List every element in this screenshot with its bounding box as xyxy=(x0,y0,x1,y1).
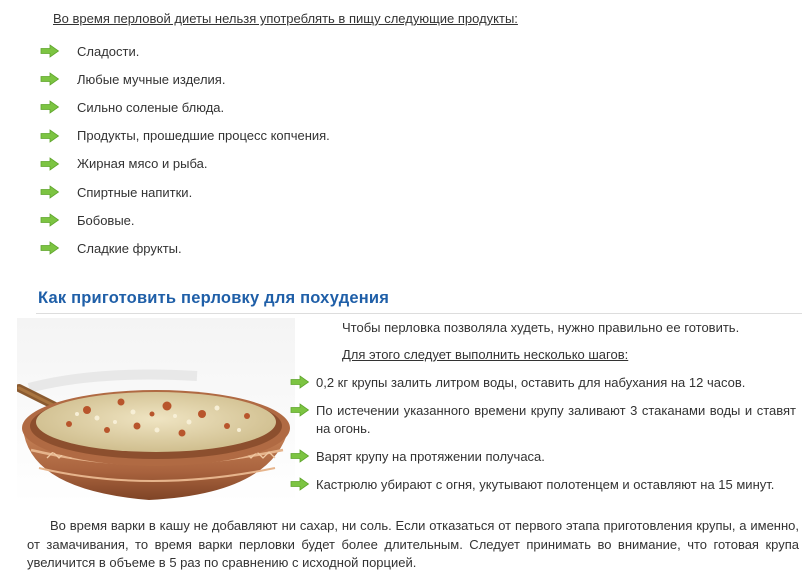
step-text: По истечении указанного времени крупу заливают 3 стаканами воды и ставят на огонь. xyxy=(316,403,796,436)
list-item-text: Продукты, прошедшие процесс копчения. xyxy=(77,128,330,144)
green-arrow-icon xyxy=(290,403,310,417)
porridge-bowl-image xyxy=(17,318,295,504)
list-item xyxy=(40,65,330,93)
list-item-text: Сильно соленые блюда. xyxy=(77,99,225,115)
list-item xyxy=(40,178,330,206)
list-item xyxy=(40,122,330,150)
green-arrow-icon xyxy=(40,129,60,143)
list-item-text: Сладости. xyxy=(77,43,140,59)
heading-divider xyxy=(36,313,802,314)
cooking-note: Во время варки в кашу не добавляют ни сахар, ни соль. Если отказаться от первого этапа приготовления крупы, а именно, от замачивания, то время варки перловки будет более длительным. Следует принимать во внимание, что готовая крупа увеличится в объеме в 5 раз по сравнению с исходной порцией. xyxy=(27,518,799,570)
step-text: 0,2 кг крупы залить литром воды, оставить для набухания на 12 часов. xyxy=(316,375,746,390)
forbidden-intro: Во время перловой диеты нельзя употреблять в пищу следующие продукты: xyxy=(53,11,518,26)
list-item xyxy=(40,150,330,178)
green-arrow-icon xyxy=(290,449,310,463)
green-arrow-icon xyxy=(40,185,60,199)
list-item xyxy=(40,234,330,262)
green-arrow-icon xyxy=(40,44,60,58)
green-arrow-icon xyxy=(40,157,60,171)
list-item xyxy=(290,476,800,494)
list-item-text: Спиртные напитки. xyxy=(77,184,193,200)
list-item xyxy=(290,374,800,392)
list-item-text: Сладкие фрукты. xyxy=(77,240,182,256)
section-heading: Как приготовить перловку для похудения xyxy=(38,289,390,307)
steps-intro: Для этого следует выполнить несколько шагов: xyxy=(342,347,629,362)
list-item-text: Бобовые. xyxy=(77,212,135,228)
list-item-text: Любые мучные изделия. xyxy=(77,71,226,87)
list-item xyxy=(40,206,330,234)
forbidden-list xyxy=(40,37,330,263)
list-item-text: Жирная мясо и рыба. xyxy=(77,156,208,172)
list-item xyxy=(40,37,330,65)
green-arrow-icon xyxy=(290,477,310,491)
green-arrow-icon xyxy=(40,213,60,227)
porridge-bowl-illustration xyxy=(17,318,295,504)
list-item xyxy=(290,402,800,438)
green-arrow-icon xyxy=(40,100,60,114)
green-arrow-icon xyxy=(40,72,60,86)
green-arrow-icon xyxy=(40,241,60,255)
green-arrow-icon xyxy=(290,375,310,389)
list-item xyxy=(290,448,800,466)
list-item xyxy=(40,93,330,121)
step-text: Варят крупу на протяжении получаса. xyxy=(316,449,545,464)
step-text: Кастрюлю убирают с огня, укутывают полотенцем и оставляют на 15 минут. xyxy=(316,477,775,492)
prep-intro: Чтобы перловка позволяла худеть, нужно правильно ее готовить. xyxy=(342,320,740,335)
